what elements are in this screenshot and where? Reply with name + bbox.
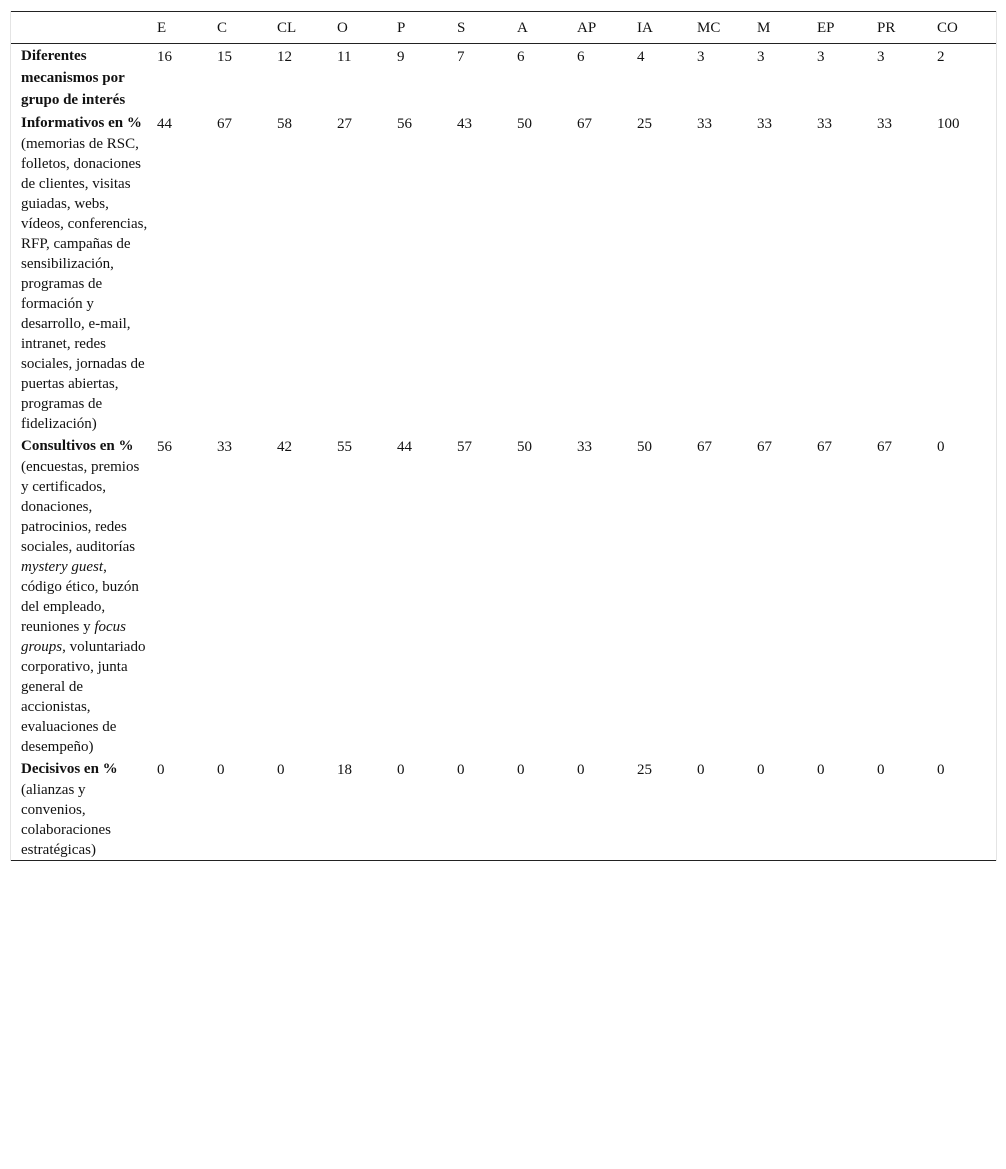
value-cell: 55 <box>337 439 352 455</box>
value-cell: 3 <box>697 49 705 65</box>
value-cell: 57 <box>457 439 472 455</box>
value-cell: 33 <box>817 116 832 132</box>
row-label-title: Informativos en % <box>21 115 142 131</box>
value-cell: 33 <box>217 439 232 455</box>
value-cell: 43 <box>457 116 472 132</box>
value-cell: 0 <box>817 762 825 778</box>
value-cell: 100 <box>937 116 960 132</box>
column-header: M <box>757 20 771 36</box>
value-cell: 3 <box>877 49 885 65</box>
value-cell: 0 <box>697 762 705 778</box>
value-cell: 27 <box>337 116 352 132</box>
stakeholder-mechanisms-table-container <box>10 11 997 861</box>
column-header: A <box>517 20 528 36</box>
value-cell: 67 <box>757 439 772 455</box>
value-cell: 42 <box>277 439 292 455</box>
row-label-title: Decisivos en % <box>21 761 118 777</box>
description-italic-term: mystery guest <box>21 559 104 575</box>
value-cell: 0 <box>937 439 945 455</box>
column-header: CO <box>937 20 958 36</box>
value-cell: 0 <box>157 762 165 778</box>
description-text: (encuestas, premios y certificados, donaciones, patrocinios, redes sociales, auditorías <box>21 459 140 555</box>
row-label-cell <box>11 111 151 434</box>
value-cell: 50 <box>517 116 532 132</box>
row-label-title: Diferentes mecanismos por grupo de interés <box>21 48 126 108</box>
value-cell: 7 <box>457 49 465 65</box>
value-cell: 67 <box>697 439 712 455</box>
value-cell: 56 <box>397 116 412 132</box>
value-cell: 44 <box>397 439 412 455</box>
value-cell: 18 <box>337 762 352 778</box>
value-cell: 16 <box>157 49 172 65</box>
column-header: IA <box>637 20 653 36</box>
value-cell: 9 <box>397 49 405 65</box>
value-cell: 56 <box>157 439 172 455</box>
description-italic-term: focus groups <box>21 619 126 655</box>
value-cell: 0 <box>277 762 285 778</box>
column-header: C <box>217 20 228 36</box>
value-cell: 15 <box>217 49 232 65</box>
value-cell: 33 <box>577 439 592 455</box>
description-text: , voluntariado corporativo, junta general de accionistas, evaluaciones de desempeño) <box>21 639 146 755</box>
row-label-description <box>21 457 149 757</box>
value-cell: 67 <box>877 439 892 455</box>
value-cell: 3 <box>817 49 825 65</box>
stakeholder-mechanisms-table <box>11 11 996 861</box>
value-cell: 0 <box>577 762 585 778</box>
row-label-title: Consultivos en % <box>21 438 134 454</box>
value-cell: 33 <box>757 116 772 132</box>
column-header: P <box>397 20 406 36</box>
value-cell: 67 <box>817 439 832 455</box>
table-corner-cell <box>11 12 151 44</box>
column-header: MC <box>697 20 721 36</box>
value-cell: 0 <box>217 762 225 778</box>
value-cell: 67 <box>577 116 592 132</box>
value-cell: 0 <box>517 762 525 778</box>
value-cell: 11 <box>337 49 352 65</box>
value-cell: 12 <box>277 49 292 65</box>
column-header: S <box>457 20 466 36</box>
column-header: E <box>157 20 167 36</box>
value-cell: 50 <box>517 439 532 455</box>
row-label-cell <box>11 44 151 112</box>
value-cell: 3 <box>757 49 765 65</box>
value-cell: 0 <box>397 762 405 778</box>
column-header: AP <box>577 20 597 36</box>
value-cell: 25 <box>637 762 652 778</box>
value-cell: 58 <box>277 116 292 132</box>
row-label-cell <box>11 757 151 861</box>
value-cell: 4 <box>637 49 645 65</box>
value-cell: 2 <box>937 49 945 65</box>
value-cell: 25 <box>637 116 652 132</box>
value-cell: 0 <box>877 762 885 778</box>
value-cell: 67 <box>217 116 232 132</box>
value-cell: 6 <box>577 49 585 65</box>
value-cell: 0 <box>937 762 945 778</box>
value-cell: 33 <box>697 116 712 132</box>
row-label-description <box>21 780 149 860</box>
row-label-cell <box>11 434 151 757</box>
table-header-row <box>11 12 996 44</box>
row-label-description <box>21 134 149 434</box>
column-header: CL <box>277 20 297 36</box>
description-text: , código ético, buzón del empleado, reuniones y <box>21 559 139 635</box>
table-row <box>11 434 996 757</box>
column-header: O <box>337 20 348 36</box>
column-header: PR <box>877 20 896 36</box>
table-row <box>11 757 996 861</box>
value-cell: 50 <box>637 439 652 455</box>
table-row <box>11 44 996 112</box>
description-text: (memorias de RSC, folletos, donaciones de clientes, visitas guiadas, webs, vídeos, conferencias, RFP, campañas de sensibilización, programas de formación y desarrollo, e-mail, intranet, redes sociales, jornadas de puertas abiertas, programas de fidelización) <box>21 136 148 432</box>
value-cell: 0 <box>457 762 465 778</box>
description-text: (alianzas y convenios, colaboraciones estratégicas) <box>21 782 111 858</box>
value-cell: 6 <box>517 49 525 65</box>
value-cell: 0 <box>757 762 765 778</box>
table-body <box>11 44 996 861</box>
value-cell: 33 <box>877 116 892 132</box>
table-row <box>11 111 996 434</box>
value-cell: 44 <box>157 116 172 132</box>
column-header: EP <box>817 20 835 36</box>
